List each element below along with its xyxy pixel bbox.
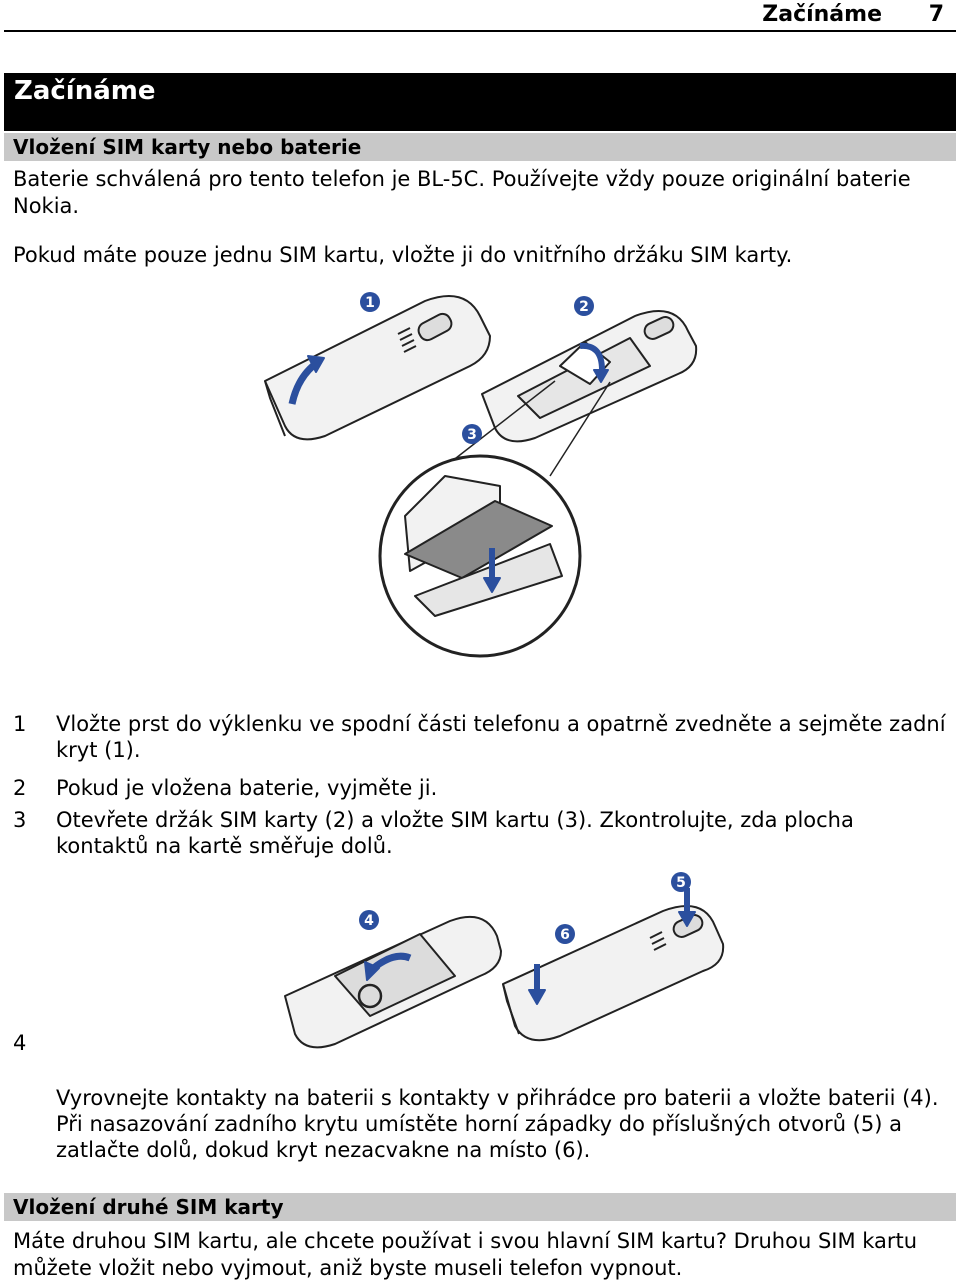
svg-text:5: 5 <box>676 875 686 891</box>
svg-text:4: 4 <box>364 913 374 929</box>
step-number: 4 <box>13 1031 27 1055</box>
step-text: Vyrovnejte kontakty na baterii s kontakty v přihrádce pro baterii a vložte baterii (4). Při nasazování zadního krytu umístěte horní západky do příslušných otvorů (5) a zatlačte dolů, dokud kryt nezacvakne na místo (6). <box>56 1086 939 1162</box>
section-heading: Vložení SIM karty nebo baterie <box>13 135 362 159</box>
section-heading: Vložení druhé SIM karty <box>13 1195 284 1219</box>
chapter-title: Začínáme <box>14 76 156 106</box>
step-number: 2 <box>13 776 27 800</box>
callout-6 <box>555 924 575 944</box>
step-number: 1 <box>13 712 27 736</box>
step-text: Pokud je vložena baterie, vyjměte ji. <box>56 776 438 800</box>
step-text: Vložte prst do výklenku ve spodní části telefonu a opatrně zvedněte a sejměte zadní kryt (1). <box>56 712 946 762</box>
running-header <box>0 0 960 30</box>
running-header-section: Začínáme <box>762 2 882 27</box>
section-heading-bar <box>4 133 956 161</box>
header-rule <box>4 30 956 32</box>
svg-text:1: 1 <box>365 295 375 311</box>
page-number: 7 <box>928 2 944 27</box>
step-text: Otevřete držák SIM karty (2) a vložte SIM kartu (3). Zkontrolujte, zda plocha kontaktů na kartě směřuje dolů. <box>56 808 854 858</box>
chapter-title-bar <box>4 73 956 131</box>
single-sim-paragraph: Pokud máte pouze jednu SIM kartu, vložte ji do vnitřního držáku SIM karty. <box>13 243 793 267</box>
callout-1 <box>360 292 380 312</box>
svg-text:3: 3 <box>467 427 477 443</box>
second-sim-paragraph: Máte druhou SIM kartu, ale chcete používat i svou hlavní SIM kartu? Druhou SIM kartu můžete vložit nebo vyjmout, aniž byste museli telefon vypnout. <box>13 1229 918 1280</box>
battery-insertion-illustration <box>275 866 735 1056</box>
phone-back-cover <box>265 296 490 439</box>
step-number: 3 <box>13 808 27 832</box>
callout-5 <box>671 872 691 892</box>
battery-paragraph: Baterie schválená pro tento telefon je BL-5C. Používejte vždy pouze originální baterie Nokia. <box>13 167 911 218</box>
svg-text:2: 2 <box>579 299 589 315</box>
svg-text:6: 6 <box>560 927 570 943</box>
callout-3 <box>462 424 482 444</box>
sim-insertion-illustration <box>250 286 710 666</box>
callout-2 <box>574 296 594 316</box>
callout-4 <box>359 910 379 930</box>
section-heading-bar <box>4 1193 956 1221</box>
